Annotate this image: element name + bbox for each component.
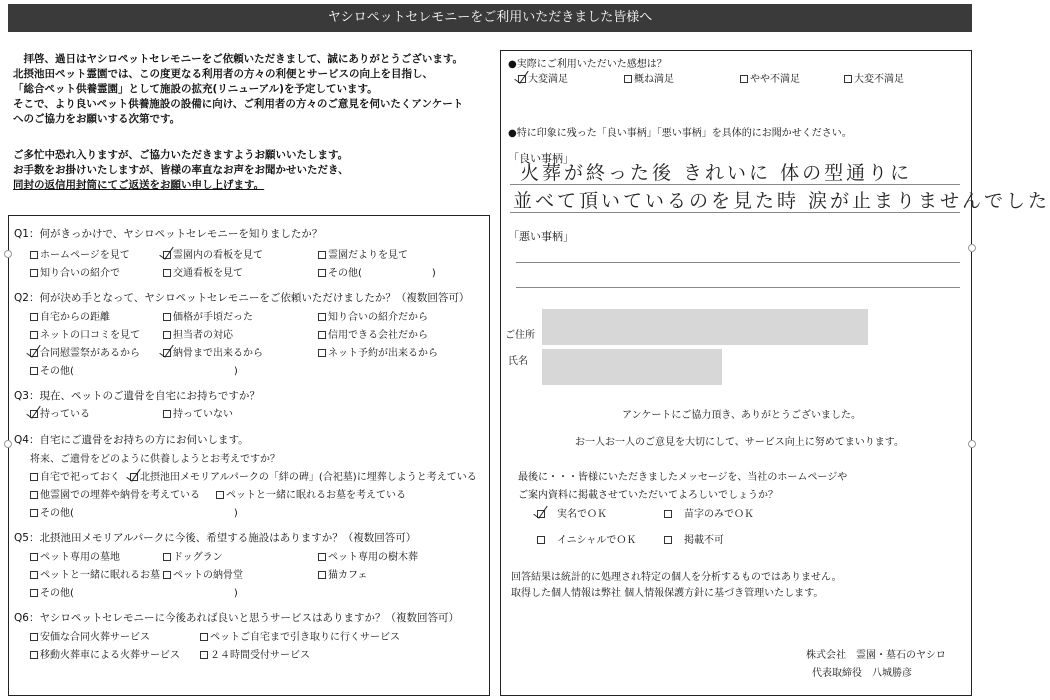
q4-text: Q4：自宅にご遺骨をお持ちの方にお伺いします。 (14, 434, 249, 446)
q5-option-other[interactable]: その他( ) (30, 584, 238, 599)
q1-option-newsletter[interactable]: 霊園だよりを見て (318, 246, 408, 261)
q4-option-home[interactable]: 自宅で祀っておく (30, 468, 120, 483)
writing-line (510, 184, 960, 185)
writing-line (516, 287, 960, 288)
punch-hole (968, 244, 976, 252)
q2-option-price[interactable]: 価格が手頃だった (163, 308, 253, 323)
q1-option-signboard[interactable]: 霊園内の看板を見て (163, 246, 263, 261)
q4-subtext: 将来、ご遺骨をどのように供養しようとお考えですか？ (30, 454, 280, 465)
name-label: 氏名 (508, 356, 528, 367)
q2-option-reviews[interactable]: ネットの口コミを見て (30, 326, 140, 341)
privacy-note-2: 取得した個人情報は弊社 個人情報保護方針に基づき管理いたします。 (511, 588, 824, 599)
good-points-handwritten-1: 火葬が終った後 きれいに 体の型通りに (520, 162, 913, 184)
q1-option-traffic-sign[interactable]: 交通看板を見て (163, 264, 243, 279)
q2-option-distance[interactable]: 自宅からの距離 (30, 308, 110, 323)
company-name: 株式会社 霊園・墓石のヤシロ (806, 650, 946, 661)
q4-option-other[interactable]: その他( ) (30, 504, 238, 519)
impression-option-satisfied[interactable]: 概ね満足 (624, 70, 674, 85)
q2-option-trust[interactable]: 信用できる会社だから (318, 326, 428, 341)
q2-option-online-booking[interactable]: ネット予約が出来るから (318, 344, 438, 359)
intro-line-8: 同封の返信用封筒にてご返送をお願い申し上げます。 (13, 179, 265, 191)
thanks-line-2: お一人お一人のご意見を大切にして、サービス向上に努めてまいります。 (575, 437, 904, 448)
q3-option-have[interactable]: 持っている (30, 405, 90, 420)
q2-option-referral[interactable]: 知り合いの紹介だから (318, 308, 428, 323)
q3-option-not-have[interactable]: 持っていない (163, 405, 233, 420)
q5-option-dog-run[interactable]: ドッグラン (163, 548, 223, 563)
q6-text: Q6：ヤシロペットセレモニーに今後あれば良いと思うサービスはありますか？（複数回答可） (14, 612, 460, 624)
q5-text: Q5：北摂池田メモリアルパークに今後、希望する施設はありますか？（複数回答可） (14, 532, 417, 544)
privacy-note-1: 回答結果は統計的に処理され特定の個人を分析するものではありません。 (511, 572, 842, 583)
bad-points-label: 「悪い事柄」 (508, 230, 574, 243)
writing-line (516, 262, 960, 263)
q2-text: Q2：何が決め手となって、ヤシロペットセレモニーをご依頼いただけましたか？（複数回答可） (14, 292, 470, 304)
comments-prompt: ●特に印象に残った「良い事柄」「悪い事柄」を具体的にお聞かせください。 (508, 128, 852, 139)
impression-option-very-dissatisfied[interactable]: 大変不満足 (844, 70, 904, 85)
punch-hole (4, 250, 12, 258)
good-points-label: 「良い事柄」 (508, 152, 574, 165)
q3-text: Q3：現在、ペットのご遺骨を自宅にお持ちですか？ (14, 390, 260, 402)
impression-question: ●実際にご利用いただいた感想は？ (508, 59, 667, 70)
intro-line-6: ご多忙中恐れ入りますが、ご協力いただきますようお願いいたします。 (13, 149, 349, 161)
q2-option-staff[interactable]: 担当者の対応 (163, 326, 233, 341)
q1-option-homepage[interactable]: ホームページを見て (30, 246, 130, 261)
intro-line-3: 「総合ペット供養霊園」として施設の拡充(リニューアル)を予定しています。 (13, 83, 378, 95)
punch-hole (968, 440, 976, 448)
good-points-handwritten-2: 並べて頂いているのを見た時 涙が止まりませんでした (513, 190, 1050, 212)
publish-option-surname[interactable]: 苗字のみでＯＫ (664, 505, 754, 520)
q6-option-home-pickup[interactable]: ペットご自宅まで引き取りに行くサービス (200, 628, 400, 643)
q1-option-other[interactable]: その他( ) (318, 264, 436, 279)
representative-name: 代表取締役 八城勝彦 (812, 668, 912, 679)
intro-line-4: そこで、より良いペット供養施設の設備に向け、ご利用者の方々のご意見を伺いたくアンケート (13, 98, 464, 110)
publish-question-2: ご案内資料に掲載させていただいてよろしいでしょうか？ (518, 490, 778, 501)
writing-line (510, 212, 960, 213)
q4-option-kizuna[interactable]: 北摂池田メモリアルパークの「絆の碑」(合祀墓)に埋葬しようと考えている (130, 468, 477, 483)
q2-option-other[interactable]: その他( ) (30, 362, 238, 377)
impression-option-somewhat-dissatisfied[interactable]: やや不満足 (740, 70, 800, 85)
q5-option-shared-grave[interactable]: ペットと一緒に眠れるお墓 (30, 566, 160, 581)
intro-line-1: 拝啓、過日はヤシロペットセレモニーをご依頼いただきまして、誠にありがとうございます。 (13, 53, 464, 65)
q5-option-tree-burial[interactable]: ペット専用の樹木葬 (318, 548, 418, 563)
q1-text: Q1：何がきっかけで、ヤシロペットセレモニーを知りましたか？ (14, 228, 323, 240)
q4-option-shared-grave[interactable]: ペットと一緒に眠れるお墓を考えている (216, 486, 406, 501)
intro-line-5: へのご協力をお願いする次第です。 (13, 113, 181, 125)
thanks-line-1: アンケートにご協力頂き、ありがとうございました。 (622, 410, 861, 421)
publish-option-initials[interactable]: イニシャルでＯＫ (537, 531, 636, 546)
punch-hole (4, 440, 12, 448)
q1-option-referral[interactable]: 知り合いの紹介で (30, 264, 120, 279)
address-label: ご住所 (505, 330, 535, 341)
publish-question-1: 最後に・・・皆様にいただきましたメッセージを、当社のホームページや (518, 472, 848, 483)
address-redacted-field[interactable] (542, 309, 868, 345)
q5-option-pet-cemetery[interactable]: ペット専用の墓地 (30, 548, 120, 563)
q2-option-interment[interactable]: 納骨まで出来るから (163, 344, 263, 359)
intro-line-7: お手数をお掛けいたしますが、皆様の率直なお声をお聞かせいただき、 (13, 164, 349, 176)
q5-option-ossuary[interactable]: ペットの納骨堂 (163, 566, 243, 581)
q6-option-group-cremation[interactable]: 安価な合同火葬サービス (30, 628, 150, 643)
q6-option-24h[interactable]: ２４時間受付サービス (200, 646, 310, 661)
name-redacted-field[interactable] (542, 349, 722, 385)
publish-option-real-name[interactable]: 実名でＯＫ (537, 505, 607, 520)
survey-title-banner: ヤシロペットセレモニーをご利用いただきました皆様へ (8, 4, 972, 32)
q5-option-cat-cafe[interactable]: 猫カフェ (318, 566, 368, 581)
intro-line-2: 北摂池田ペット霊園では、この度更なる利用者の方々の利便とサービスの向上を目指し、 (13, 68, 433, 80)
q6-option-mobile-cremation[interactable]: 移動火葬車による火葬サービス (30, 646, 180, 661)
publish-option-no[interactable]: 掲載不可 (664, 531, 724, 546)
impression-option-very-satisfied[interactable]: 大変満足 (518, 70, 568, 85)
q4-option-other-cemetery[interactable]: 他霊園での埋葬や納骨を考えている (30, 486, 200, 501)
q2-option-memorial[interactable]: 合同慰霊祭があるから (30, 344, 140, 359)
